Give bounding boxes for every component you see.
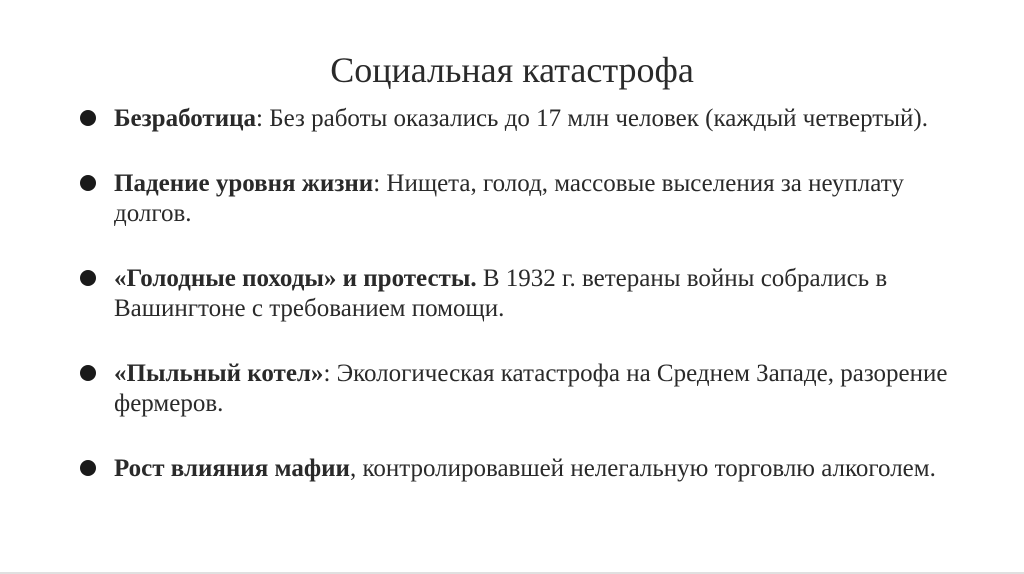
bullet-heading: «Пыльный котел» [114, 360, 324, 387]
slide-title: Социальная катастрофа [330, 50, 694, 90]
bullet-text: : Нищета, голод, массовые выселения за неуплату долгов. [114, 170, 904, 227]
bullet-text: В 1932 г. ветераны войны собрались в Вашингтоне с требованием помощи. [114, 265, 888, 322]
bullet-list [80, 104, 980, 519]
bullet-heading: «Голодные походы» и протесты. [114, 265, 477, 292]
bullet-item-mafia [80, 454, 980, 484]
bullet-item-unemployment [80, 104, 980, 134]
bullet-dot-icon [80, 110, 96, 126]
bullet-dot-icon [80, 460, 96, 476]
bullet-text: : Без работы оказались до 17 млн человек (каждый четвертый). [256, 105, 928, 132]
bullet-heading: Падение уровня жизни [114, 170, 374, 197]
bullet-dot-icon [80, 365, 96, 381]
bullet-heading: Безработица [114, 105, 257, 132]
bullet-dot-icon [80, 270, 96, 286]
bullet-text: : Экологическая катастрофа на Среднем Западе, разорение фермеров. [114, 360, 948, 417]
bullet-item-living-standards [80, 169, 980, 229]
bullet-item-hunger-marches [80, 264, 980, 324]
bullet-text: , контролировавшей нелегальную торговлю алкоголем. [349, 455, 936, 482]
bullet-heading: Рост влияния мафии [114, 455, 350, 482]
bullet-dot-icon [80, 175, 96, 191]
bullet-item-dust-bowl [80, 359, 980, 419]
